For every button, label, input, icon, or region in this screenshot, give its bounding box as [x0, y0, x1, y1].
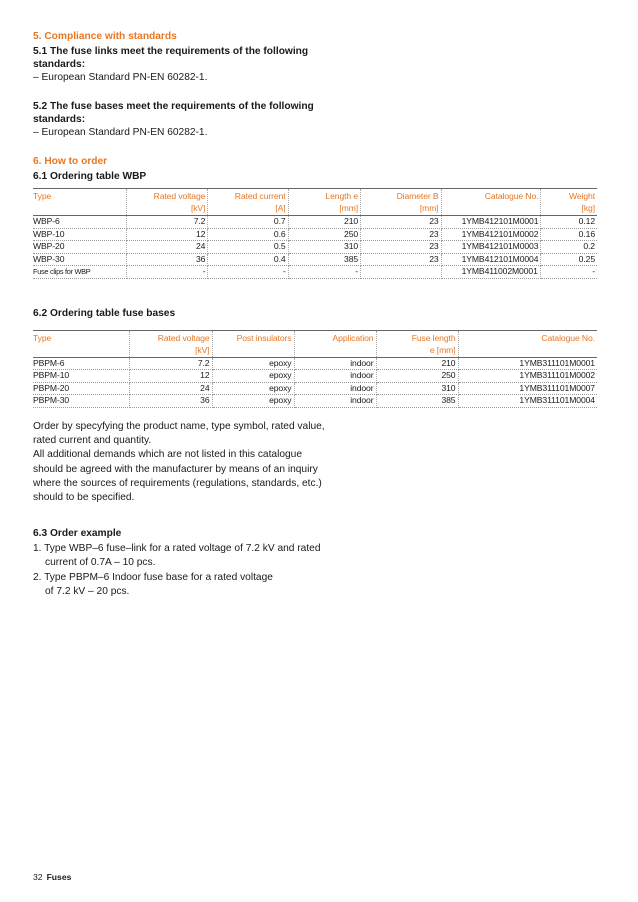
col-header-catalogue: Catalogue No.: [458, 330, 597, 357]
cell-fuse-length: 385: [376, 395, 458, 408]
cell-weight: 0.25: [541, 253, 597, 266]
table-row: [33, 216, 597, 229]
cell-catalogue: 1YMB412101M0002: [441, 228, 541, 241]
cell-rated-voltage: 12: [127, 228, 208, 241]
section-6-title: 6. How to order: [33, 156, 108, 168]
cell-rated-current: -: [208, 266, 288, 279]
cell-post-insulators: epoxy: [212, 370, 294, 383]
cell-rated-voltage: 7.2: [129, 357, 212, 370]
table-row: [33, 266, 597, 279]
order-example-title: 6.3 Order example: [33, 528, 122, 540]
cell-application: indoor: [294, 382, 376, 395]
cell-catalogue: 1YMB311101M0001: [458, 357, 597, 370]
cell-fuse-length: 250: [376, 370, 458, 383]
cell-type: Fuse clips for WBP: [33, 266, 127, 279]
cell-length: 210: [288, 216, 360, 229]
cell-rated-voltage: 36: [129, 395, 212, 408]
section-5-2-standard: – European Standard PN-EN 60282-1.: [33, 127, 208, 139]
note-line: Order by specyfying the product name, type symbol, rated value,: [33, 420, 325, 432]
col-header-diameter: Diameter B [mm]: [361, 189, 442, 216]
note-line: should to be specified.: [33, 491, 135, 503]
page-content: [33, 30, 597, 599]
col-header-rated-current: Rated current [A]: [208, 189, 288, 216]
section-5-1-standard: – European Standard PN-EN 60282-1.: [33, 72, 208, 83]
order-example-1-line1: 1. Type WBP–6 fuse–link for a rated voltage of 7.2 kV and rated: [33, 543, 321, 555]
cell-catalogue: 1YMB311101M0002: [458, 370, 597, 383]
cell-rated-voltage: 12: [129, 370, 212, 383]
cell-length: 385: [288, 253, 360, 266]
cell-weight: 0.2: [541, 241, 597, 254]
table-header: [33, 189, 597, 216]
cell-type: PBPM-30: [33, 395, 129, 408]
cell-catalogue: 1YMB412101M0004: [441, 253, 541, 266]
cell-length: -: [288, 266, 360, 279]
section-5-2-title-line2: standards:: [33, 114, 86, 126]
cell-rated-voltage: -: [127, 266, 208, 279]
cell-application: indoor: [294, 395, 376, 408]
cell-type: WBP-10: [33, 228, 127, 241]
note-line: rated current and quantity.: [33, 435, 152, 447]
col-header-post-insulators: Post insulators: [212, 330, 294, 357]
cell-type: WBP-20: [33, 241, 127, 254]
col-header-type: Type: [33, 189, 127, 216]
cell-post-insulators: epoxy: [212, 395, 294, 408]
order-notes: [33, 420, 597, 505]
cell-catalogue: 1YMB311101M0007: [458, 382, 597, 395]
note-line: should be agreed with the manufacturer by means of an inquiry: [33, 463, 318, 475]
table-row: [33, 395, 597, 408]
cell-catalogue: 1YMB411002M0001: [441, 266, 541, 279]
table-2-title: 6.2 Ordering table fuse bases: [33, 307, 176, 319]
table-row: [33, 241, 597, 254]
cell-catalogue: 1YMB412101M0001: [441, 216, 541, 229]
section-5-title: 5. Compliance with standards: [33, 31, 177, 42]
cell-rated-voltage: 24: [127, 241, 208, 254]
page-number: 32: [33, 872, 43, 882]
cell-diameter: 23: [361, 241, 442, 254]
cell-post-insulators: epoxy: [212, 357, 294, 370]
cell-weight: 0.16: [541, 228, 597, 241]
cell-diameter: 23: [361, 216, 442, 229]
cell-diameter: 23: [361, 228, 442, 241]
table-row: [33, 253, 597, 266]
cell-fuse-length: 210: [376, 357, 458, 370]
cell-type: PBPM-10: [33, 370, 129, 383]
cell-type: WBP-6: [33, 216, 127, 229]
table-row: [33, 370, 597, 383]
cell-rated-current: 0.5: [208, 241, 288, 254]
table-1-title: 6.1 Ordering table WBP: [33, 171, 147, 183]
section-5-1-title-line1: 5.1 The fuse links meet the requirements of the following: [33, 46, 309, 57]
order-example-2-line1: 2. Type PBPM–6 Indoor fuse base for a rated voltage: [33, 571, 273, 583]
page-footer: [33, 872, 71, 882]
col-header-length: Length e [mm]: [288, 189, 360, 216]
cell-rated-voltage: 36: [127, 253, 208, 266]
footer-label: Fuses: [46, 872, 72, 882]
cell-rated-current: 0.4: [208, 253, 288, 266]
table-header: [33, 330, 597, 357]
cell-catalogue: 1YMB311101M0004: [458, 395, 597, 408]
col-header-rated-voltage: Rated voltage [kV]: [127, 189, 208, 216]
table-row: [33, 357, 597, 370]
cell-weight: -: [541, 266, 597, 279]
col-header-rated-voltage: Rated voltage [kV]: [129, 330, 212, 357]
col-header-fuse-length: Fuse length e [mm]: [376, 330, 458, 357]
cell-catalogue: 1YMB412101M0003: [441, 241, 541, 254]
cell-application: indoor: [294, 370, 376, 383]
col-header-type: Type: [33, 330, 129, 357]
ordering-table-fuse-bases: [33, 330, 597, 408]
order-example-1-line2: current of 0.7A – 10 pcs.: [45, 557, 156, 569]
ordering-table-wbp: [33, 188, 597, 279]
col-header-weight: Weight [kg]: [541, 189, 597, 216]
note-line: where the sources of requirements (regulations, standards, etc.): [33, 477, 322, 489]
cell-diameter: [361, 266, 442, 279]
cell-type: WBP-30: [33, 253, 127, 266]
cell-application: indoor: [294, 357, 376, 370]
cell-post-insulators: epoxy: [212, 382, 294, 395]
cell-fuse-length: 310: [376, 382, 458, 395]
cell-type: PBPM-20: [33, 382, 129, 395]
cell-rated-current: 0.7: [208, 216, 288, 229]
cell-rated-voltage: 24: [129, 382, 212, 395]
col-header-application: Application: [294, 330, 376, 357]
cell-type: PBPM-6: [33, 357, 129, 370]
col-header-catalogue: Catalogue No.: [441, 189, 541, 216]
order-example-2-line2: of 7.2 kV – 20 pcs.: [45, 585, 130, 597]
section-5-1-title-line2: standards:: [33, 59, 86, 70]
cell-length: 250: [288, 228, 360, 241]
cell-diameter: 23: [361, 253, 442, 266]
table-row: [33, 382, 597, 395]
cell-weight: 0.12: [541, 216, 597, 229]
cell-length: 310: [288, 241, 360, 254]
section-5-2-title-line1: 5.2 The fuse bases meet the requirements of the following: [33, 101, 314, 113]
table-row: [33, 228, 597, 241]
cell-rated-current: 0.6: [208, 228, 288, 241]
note-line: All additional demands which are not listed in this catalogue: [33, 449, 302, 461]
cell-rated-voltage: 7.2: [127, 216, 208, 229]
